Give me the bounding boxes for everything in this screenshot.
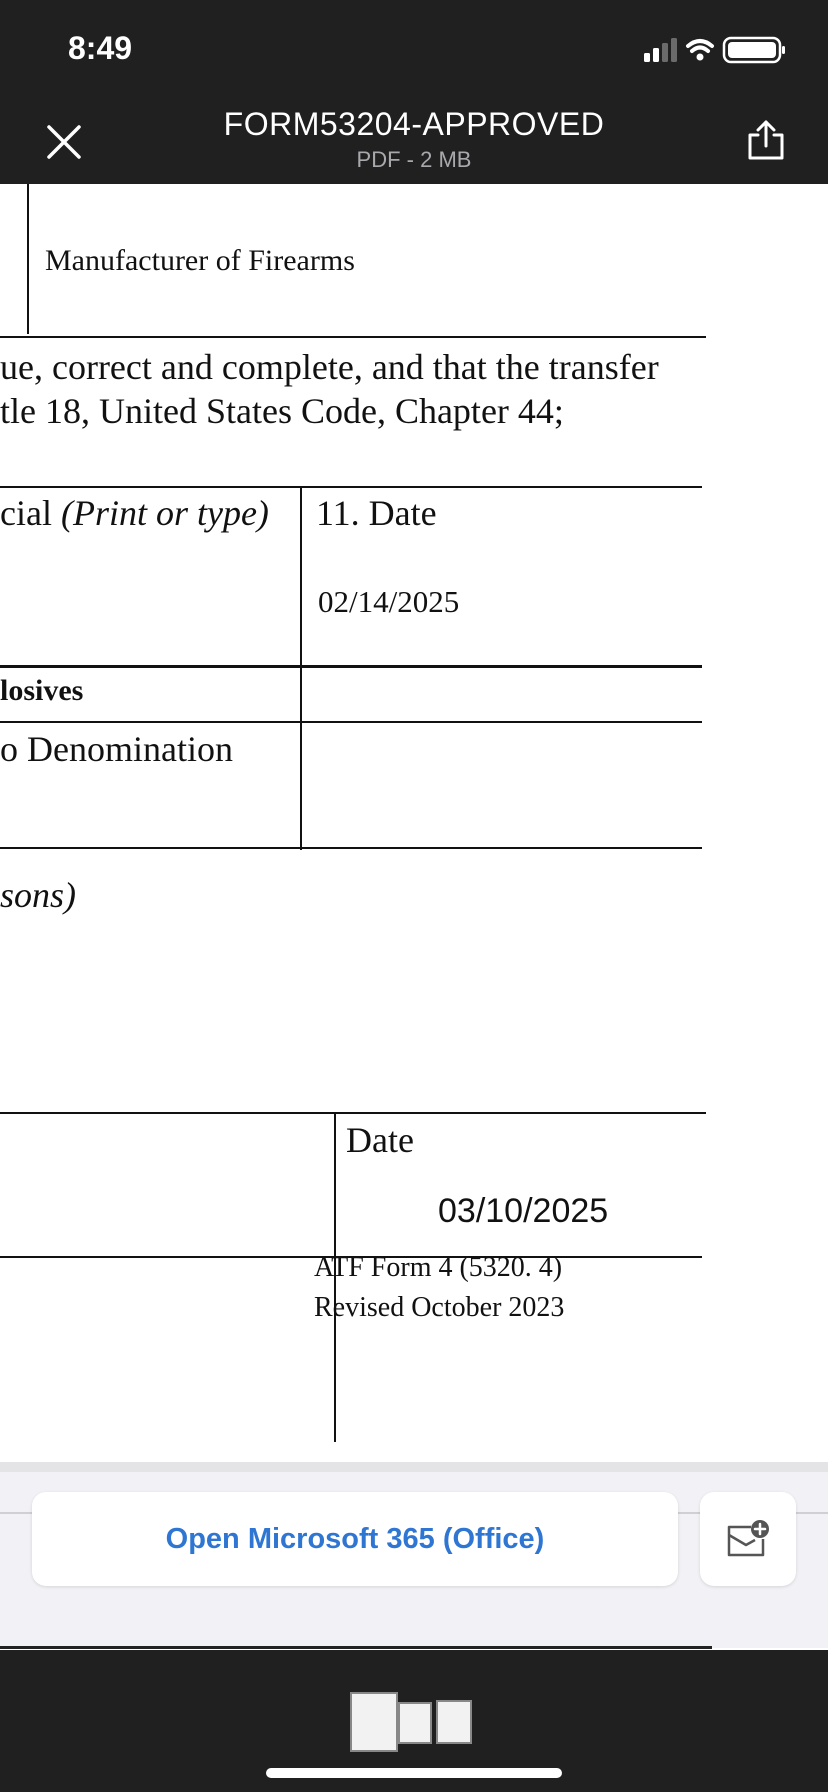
document-title: FORM53204-APPROVED [223,106,605,142]
share-button[interactable] [738,112,794,168]
row-line [0,1112,706,1114]
page-thumbnail-2[interactable] [398,1702,432,1744]
row-line [0,665,702,668]
certification-line-2: tle 18, United States Code, Chapter 44; [0,391,564,431]
home-indicator[interactable] [266,1768,562,1778]
add-to-mail-button[interactable] [700,1492,796,1586]
row-line [0,486,702,488]
row-line [0,847,702,849]
manufacturer-text: Manufacturer of Firearms [45,244,355,277]
official-name-label: cial (Print or type) [0,493,269,533]
persons-label: sons) [0,875,77,915]
page-thumbnail-3[interactable] [436,1700,472,1744]
status-icons [642,36,792,62]
viewer-header [0,100,828,184]
title-block [0,106,828,173]
date-label-11: 11. Date [316,493,437,533]
row-line [0,336,706,338]
row-line [0,721,702,723]
date-value-2: 03/10/2025 [438,1192,609,1230]
open-microsoft-365-button[interactable]: Open Microsoft 365 (Office) [32,1492,678,1586]
denomination-label: o Denomination [0,729,233,769]
certification-line-1: ue, correct and complete, and that the transfer [0,347,659,387]
status-time: 8:49 [68,30,133,66]
pdf-viewer[interactable] [0,184,828,1464]
signal-icon [642,36,792,64]
share-icon [746,119,786,161]
pdf-page [0,184,706,1464]
form-footer-line-1: ATF Form 4 (5320. 4) [314,1252,563,1283]
page-thumbnail-1[interactable] [350,1692,398,1752]
cell-divider [300,488,302,850]
date-label: Date [346,1120,414,1160]
section-heading-explosives: losives [0,674,84,707]
mail-add-icon [725,1519,771,1559]
status-bar [0,0,828,100]
cell-divider [27,184,29,334]
panel-divider [0,1646,712,1649]
document-subtitle: PDF - 2 MB [356,147,472,172]
form-footer-line-2: Revised October 2023 [314,1292,565,1323]
date-value-1: 02/14/2025 [318,584,460,619]
sheet-edge [0,1462,828,1472]
